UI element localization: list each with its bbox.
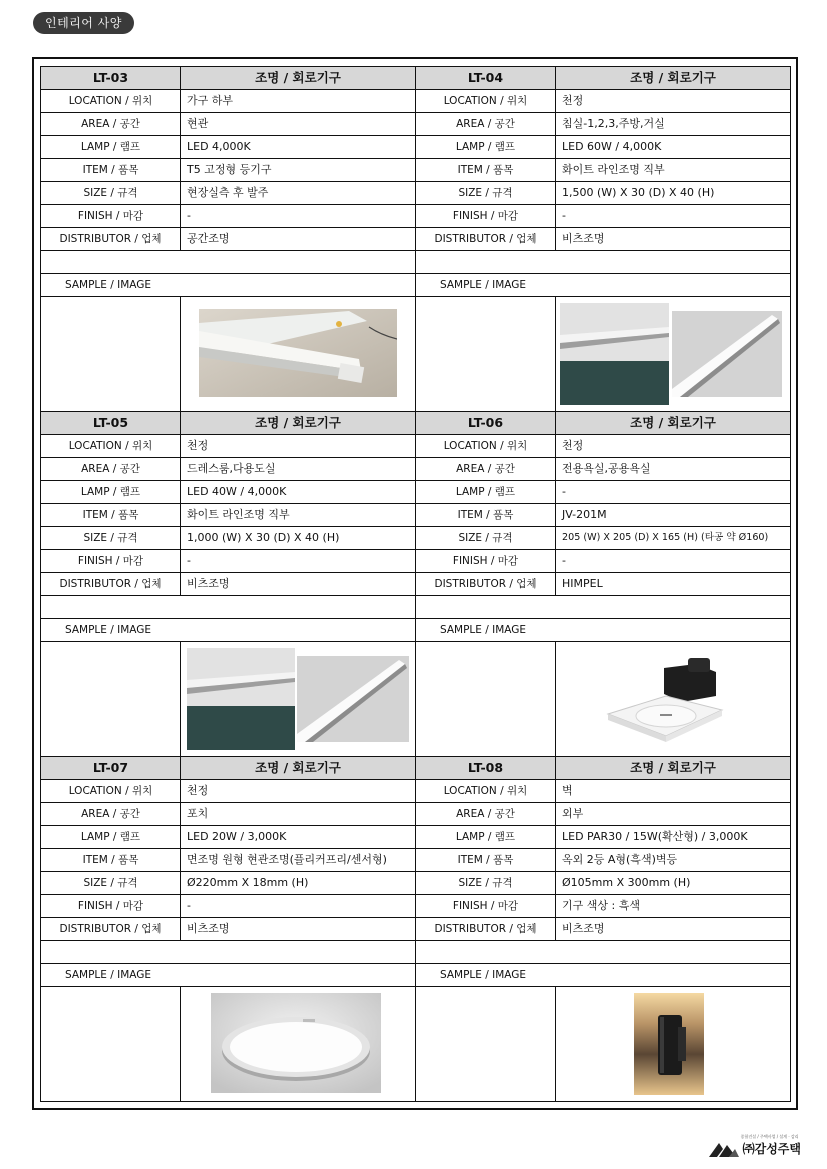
location-value: 벽 (556, 780, 791, 803)
area-value: 포치 (181, 803, 416, 826)
sample-image-line-light-detail (297, 656, 409, 742)
item-code: LT-07 (41, 757, 181, 780)
finish-label: FINISH / 마감 (41, 550, 181, 573)
finish-label: FINISH / 마감 (416, 205, 556, 228)
logo-mark-icon (709, 1141, 739, 1157)
item-category: 조명 / 회로기구 (556, 412, 791, 435)
sample-label: SAMPLE / IMAGE (416, 964, 791, 987)
lamp-value: LED 40W / 4,000K (181, 481, 416, 504)
spec-block (416, 67, 791, 412)
finish-value: - (181, 895, 416, 918)
sample-image-cell (181, 297, 416, 412)
blank-row (41, 251, 416, 274)
distributor-label: DISTRIBUTOR / 업체 (41, 918, 181, 941)
sample-label: SAMPLE / IMAGE (416, 274, 791, 297)
image-spacer (416, 642, 556, 757)
image-spacer (41, 987, 181, 1102)
sample-label: SAMPLE / IMAGE (416, 619, 791, 642)
finish-label: FINISH / 마감 (416, 550, 556, 573)
location-label: LOCATION / 위치 (416, 90, 556, 113)
image-spacer (416, 987, 556, 1102)
sample-image-line-light-room (187, 648, 295, 750)
blank-row (41, 596, 416, 619)
size-value: Ø105mm X 300mm (H) (556, 872, 791, 895)
sample-image-line-light-room (560, 303, 669, 405)
area-value: 현관 (181, 113, 416, 136)
size-value: 현장실측 후 발주 (181, 182, 416, 205)
finish-label: FINISH / 마감 (41, 895, 181, 918)
page-section-tag: 인테리어 사양 (33, 12, 134, 34)
item-code: LT-03 (41, 67, 181, 90)
item-value: 화이트 라인조명 직부 (556, 159, 791, 182)
spec-block (41, 412, 416, 757)
item-label: ITEM / 품목 (416, 504, 556, 527)
sample-image-t5-fixture (199, 309, 397, 397)
item-code: LT-04 (416, 67, 556, 90)
sample-image-cell (556, 987, 791, 1102)
distributor-label: DISTRIBUTOR / 업체 (416, 228, 556, 251)
lamp-label: LAMP / 램프 (416, 826, 556, 849)
item-label: ITEM / 품목 (416, 159, 556, 182)
location-value: 천정 (181, 435, 416, 458)
item-label: ITEM / 품목 (41, 849, 181, 872)
sample-image-cell (556, 642, 791, 757)
lamp-value: LED PAR30 / 15W(확산형) / 3,000K (556, 826, 791, 849)
size-value: 1,500 (W) X 30 (D) X 40 (H) (556, 182, 791, 205)
distributor-label: DISTRIBUTOR / 업체 (41, 573, 181, 596)
item-category: 조명 / 회로기구 (181, 412, 416, 435)
spec-block (416, 412, 791, 757)
distributor-value: 공간조명 (181, 228, 416, 251)
distributor-label: DISTRIBUTOR / 업체 (416, 918, 556, 941)
lamp-value: LED 4,000K (181, 136, 416, 159)
location-value: 천정 (556, 90, 791, 113)
size-label: SIZE / 규격 (41, 872, 181, 895)
item-category: 조명 / 회로기구 (181, 67, 416, 90)
item-value: 면조명 원형 현관조명(플리커프리/센서형) (181, 849, 416, 872)
distributor-value: 비츠조명 (556, 228, 791, 251)
item-code: LT-05 (41, 412, 181, 435)
item-label: ITEM / 품목 (416, 849, 556, 872)
area-label: AREA / 공간 (41, 113, 181, 136)
distributor-label: DISTRIBUTOR / 업체 (41, 228, 181, 251)
item-label: ITEM / 품목 (41, 159, 181, 182)
item-category: 조명 / 회로기구 (181, 757, 416, 780)
area-value: 전용욕실,공용욕실 (556, 458, 791, 481)
area-label: AREA / 공간 (41, 458, 181, 481)
distributor-value: 비츠조명 (556, 918, 791, 941)
sample-label: SAMPLE / IMAGE (41, 274, 416, 297)
size-label: SIZE / 규격 (41, 182, 181, 205)
distributor-value: HIMPEL (556, 573, 791, 596)
spec-block (416, 757, 791, 1102)
image-spacer (41, 642, 181, 757)
area-value: 침실-1,2,3,주방,거실 (556, 113, 791, 136)
distributor-value: 비츠조명 (181, 918, 416, 941)
spec-block (41, 67, 416, 412)
item-value: 옥외 2등 A형(흑색)벽등 (556, 849, 791, 872)
spec-grid (40, 66, 791, 1102)
location-value: 가구 하부 (181, 90, 416, 113)
item-code: LT-06 (416, 412, 556, 435)
logo-tagline: 종합건설 / 주택사업 / 설계 · 감리 (740, 1134, 799, 1139)
lamp-label: LAMP / 램프 (41, 826, 181, 849)
finish-value: - (181, 550, 416, 573)
sample-image-cell (181, 987, 416, 1102)
image-spacer (41, 297, 181, 412)
company-logo (709, 1134, 801, 1157)
lamp-label: LAMP / 램프 (416, 136, 556, 159)
item-value: 화이트 라인조명 직부 (181, 504, 416, 527)
lamp-value: LED 60W / 4,000K (556, 136, 791, 159)
sample-image-round-ceiling-light (211, 993, 381, 1093)
location-label: LOCATION / 위치 (416, 435, 556, 458)
lamp-value: - (556, 481, 791, 504)
blank-row (416, 596, 791, 619)
item-category: 조명 / 회로기구 (556, 67, 791, 90)
area-label: AREA / 공간 (416, 113, 556, 136)
sample-image-cell (181, 642, 416, 757)
finish-value: - (556, 205, 791, 228)
location-label: LOCATION / 위치 (41, 780, 181, 803)
finish-label: FINISH / 마감 (41, 205, 181, 228)
size-value: 205 (W) X 205 (D) X 165 (H) (타공 약 Ø160) (556, 527, 791, 550)
distributor-value: 비츠조명 (181, 573, 416, 596)
location-label: LOCATION / 위치 (416, 780, 556, 803)
area-value: 외부 (556, 803, 791, 826)
item-category: 조명 / 회로기구 (556, 757, 791, 780)
blank-row (41, 941, 416, 964)
finish-value: - (556, 550, 791, 573)
location-value: 천정 (181, 780, 416, 803)
size-label: SIZE / 규격 (416, 182, 556, 205)
item-value: JV-201M (556, 504, 791, 527)
location-label: LOCATION / 위치 (41, 435, 181, 458)
finish-value: - (181, 205, 416, 228)
logo-text: ㈜감성주택 (742, 1142, 801, 1156)
item-value: T5 고정형 등기구 (181, 159, 416, 182)
sample-label: SAMPLE / IMAGE (41, 964, 416, 987)
image-spacer (416, 297, 556, 412)
location-value: 천정 (556, 435, 791, 458)
size-value: 1,000 (W) X 30 (D) X 40 (H) (181, 527, 416, 550)
size-value: Ø220mm X 18mm (H) (181, 872, 416, 895)
blank-row (416, 251, 791, 274)
size-label: SIZE / 규격 (41, 527, 181, 550)
lamp-value: LED 20W / 3,000K (181, 826, 416, 849)
item-label: ITEM / 품목 (41, 504, 181, 527)
size-label: SIZE / 규격 (416, 527, 556, 550)
size-label: SIZE / 규격 (416, 872, 556, 895)
location-label: LOCATION / 위치 (41, 90, 181, 113)
spec-block (41, 757, 416, 1102)
area-value: 드레스룸,다용도실 (181, 458, 416, 481)
sample-image-exhaust-fan (604, 656, 734, 748)
lamp-label: LAMP / 램프 (416, 481, 556, 504)
lamp-label: LAMP / 램프 (41, 481, 181, 504)
area-label: AREA / 공간 (416, 458, 556, 481)
area-label: AREA / 공간 (416, 803, 556, 826)
area-label: AREA / 공간 (41, 803, 181, 826)
lamp-label: LAMP / 램프 (41, 136, 181, 159)
sample-image-outdoor-wall-light (634, 993, 704, 1095)
sample-image-line-light-detail (672, 311, 782, 397)
distributor-label: DISTRIBUTOR / 업체 (416, 573, 556, 596)
sample-image-cell (556, 297, 791, 412)
finish-value: 기구 색상 : 흑색 (556, 895, 791, 918)
blank-row (416, 941, 791, 964)
finish-label: FINISH / 마감 (416, 895, 556, 918)
sample-label: SAMPLE / IMAGE (41, 619, 416, 642)
item-code: LT-08 (416, 757, 556, 780)
